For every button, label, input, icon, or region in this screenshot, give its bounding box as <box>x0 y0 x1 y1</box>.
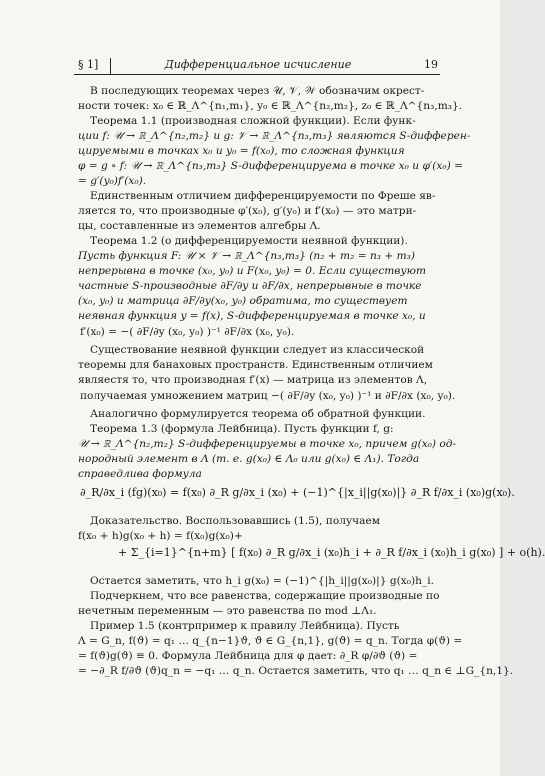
formula-line: f′(x₀) = −( ∂F/∂y (x₀, y₀) )⁻¹ ∂F/∂x (x₀, y₀). <box>80 326 295 338</box>
formula-line: f(x₀ + h)g(x₀ + h) = f(x₀)g(x₀)+ <box>78 530 243 542</box>
text-line: ности точек: x₀ ∈ ℝ_Λ^{n₁,m₁}, y₀ ∈ ℝ_Λ^{n₂,m₂}, z₀ ∈ ℝ_Λ^{n₃,m₃}. <box>78 100 463 112</box>
text-line: непрерывна в точке (x₀, y₀) и F(x₀, y₀) = 0. Если существуют <box>78 265 426 277</box>
theorem-heading: Теорема 1.2 (о дифференцируемости неявной функции). <box>90 235 408 247</box>
text-line: = g′(y₀)f′(x₀). <box>78 175 147 187</box>
text-line: Подчеркнем, что все равенства, содержащие производные по <box>90 590 440 602</box>
header-rule <box>74 74 440 75</box>
text-line: цируемыми в точках x₀ и y₀ = f(x₀), то сложная функция <box>78 145 405 157</box>
section-number: § 1] <box>78 58 99 71</box>
text-line: нечетным переменным — это равенства по mod ⊥Λ₁. <box>78 605 377 617</box>
text-line: цы, составленные из элементов алгебры Λ. <box>78 220 321 232</box>
text-line: Существование неявной функции следует из классической <box>90 344 425 356</box>
text-line: справедлива формула <box>78 468 202 480</box>
text-line: неявная функция y = f(x), S-дифференцируемая в точке x₀, и <box>78 310 426 322</box>
page-number: 19 <box>424 58 438 71</box>
text-line: ции f: 𝒰 → ℝ_Λ^{n₂,m₂} и g: 𝒱 → ℝ_Λ^{n₃,m₃} являются S-дифферен- <box>78 130 471 142</box>
chapter-title: Дифференциальное исчисление <box>164 58 352 71</box>
text-line: являестя то, что производная f′(x) — матрица из элементов Λ, <box>78 374 428 386</box>
text-line: Пусть функция F: 𝒰 × 𝒱 → ℝ_Λ^{n₃,m₃} (n₂ + m₂ = n₃ + m₃) <box>78 250 416 262</box>
text-line: теоремы для банаховых пространств. Единственным отличием <box>78 359 433 371</box>
text-line: = −∂_R f/∂ϑ (ϑ)q_n = −q₁ … q_n. Остается заметить, что q₁ … q_n ∈ ⊥G_{n,1}. <box>78 665 514 677</box>
text-line: частные S-производные ∂F/∂y и ∂F/∂x, непрерывные в точке <box>78 280 422 292</box>
text-line: В последующих теоремах через 𝒰, 𝒱, 𝒲 обозначим окрест- <box>90 85 425 97</box>
text-line: ляется то, что производные φ′(x₀), g′(y₀) и f′(x₀) — это матри- <box>78 205 417 217</box>
theorem-heading: Теорема 1.3 (формула Лейбница). Пусть функции f, g: <box>90 423 394 435</box>
text-line: нородный элемент в Λ (т. е. g(x₀) ∈ Λ₀ или g(x₀) ∈ Λ₁). Тогда <box>78 453 420 465</box>
text-line: Остается заметить, что h_i g(x₀) = (−1)^{|h_i||g(x₀)|} g(x₀)h_i. <box>90 575 434 587</box>
proof-heading: Доказательство. Воспользовавшись (1.5), получаем <box>90 515 381 527</box>
running-header <box>78 58 438 74</box>
text-line: Λ = G_n, f(ϑ) = q₁ … q_{n−1}ϑ, ϑ ∈ G_{n,1}, g(ϑ) = q_n. Тогда φ(ϑ) = <box>78 635 463 647</box>
text-line: = f(ϑ)g(ϑ) ≡ 0. Формула Лейбница для φ дает: ∂_R φ/∂ϑ (ϑ) = <box>78 650 418 662</box>
text-line: Единственным отличием дифференцируемости по Фреше яв- <box>90 190 436 202</box>
text-line: 𝒰 → ℝ_Λ^{n₂,m₂} S-дифференцируемы в точке x₀, причем g(x₀) од- <box>78 438 457 450</box>
header-separator <box>110 58 111 74</box>
text-line: φ = g ∘ f: 𝒰 → ℝ_Λ^{n₃,m₃} S-дифференцируема в точке x₀ и φ′(x₀) = <box>78 160 464 172</box>
leibniz-formula: ∂_R/∂x_i (fg)(x₀) = f(x₀) ∂_R g/∂x_i (x₀) + (−1)^{|x_i||g(x₀)|} ∂_R f/∂x_i (x₀)g(x₀). <box>80 486 515 499</box>
example-heading: Пример 1.5 (контрпример к правилу Лейбница). Пусть <box>90 620 400 632</box>
page-body <box>78 84 545 679</box>
text-line: Аналогично формулируется теорема об обратной функции. <box>90 408 426 420</box>
sum-formula: + Σ_{i=1}^{n+m} [ f(x₀) ∂_R g/∂x_i (x₀)h_i + ∂_R f/∂x_i (x₀)h_i g(x₀) ] + o(h). <box>118 546 545 559</box>
formula-line: получаемая умножением матриц −( ∂F/∂y (x₀, y₀) )⁻¹ и ∂F/∂x (x₀, y₀). <box>80 390 456 402</box>
text-line: (x₀, y₀) и матрица ∂F/∂y(x₀, y₀) обратима, то существует <box>78 295 408 307</box>
theorem-heading: Теорема 1.1 (производная сложной функции). Если функ- <box>90 115 416 127</box>
